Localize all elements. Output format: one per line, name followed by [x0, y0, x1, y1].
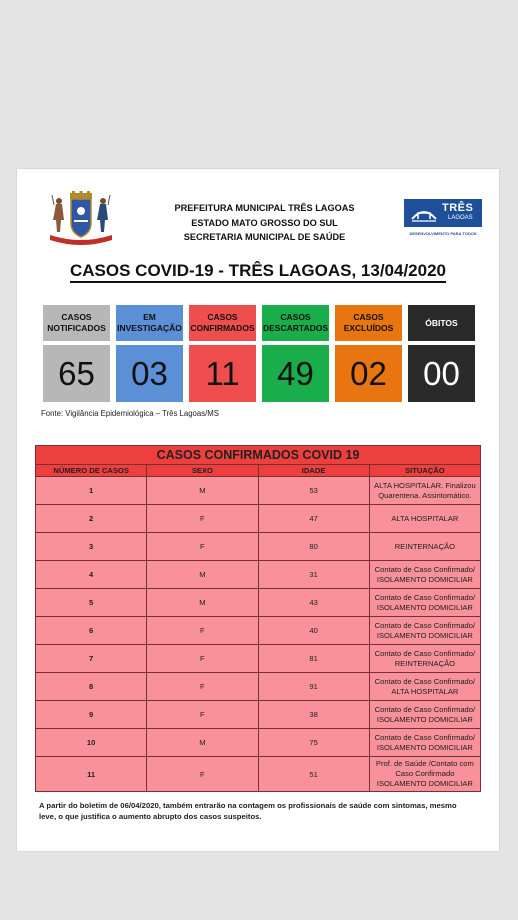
case-number-cell: 8 [36, 673, 147, 701]
situation-cell: Contato de Caso Confirmado/ ISOLAMENTO DOMICILIAR [369, 617, 480, 645]
org-line-3: SECRETARIA MUNICIPAL DE SAÚDE [183, 232, 346, 242]
age-cell: 47 [258, 505, 369, 533]
bulletin-title-text: CASOS COVID-19 - TRÊS LAGOAS, 13/04/2020 [70, 261, 446, 283]
table-row [36, 757, 481, 792]
stat-box [43, 305, 110, 402]
org-line-1: PREFEITURA MUNICIPAL TRÊS LAGOAS [174, 203, 355, 213]
age-cell: 80 [258, 533, 369, 561]
table-row [36, 589, 481, 617]
table-row [36, 729, 481, 757]
tres-lagoas-logo [404, 199, 484, 237]
situation-cell: Contato de Caso Confirmado/ ALTA HOSPITALAR [369, 673, 480, 701]
case-number-cell: 2 [36, 505, 147, 533]
sex-cell: M [147, 561, 258, 589]
organization-name [152, 201, 377, 245]
age-cell: 38 [258, 701, 369, 729]
stat-value: 00 [408, 345, 475, 402]
table-row [36, 673, 481, 701]
sex-cell: F [147, 701, 258, 729]
age-cell: 81 [258, 645, 369, 673]
case-number-cell: 1 [36, 477, 147, 505]
table-row [36, 477, 481, 505]
age-cell: 91 [258, 673, 369, 701]
situation-cell: ALTA HOSPITALAR [369, 505, 480, 533]
table-caption: CASOS CONFIRMADOS COVID 19 [36, 446, 481, 465]
bulletin-sheet [17, 169, 499, 851]
stat-value: 11 [189, 345, 256, 402]
logo-tagline: DESENVOLVIMENTO PARA TODOS [409, 231, 477, 236]
stat-label: CASOS EXCLUÍDOS [335, 305, 402, 341]
stat-label: ÓBITOS [408, 305, 475, 341]
stat-value: 65 [43, 345, 110, 402]
table-row [36, 533, 481, 561]
table-row [36, 561, 481, 589]
case-number-cell: 3 [36, 533, 147, 561]
sex-cell: M [147, 589, 258, 617]
situation-cell: Contato de Caso Confirmado/ ISOLAMENTO DOMICILIAR [369, 729, 480, 757]
case-number-cell: 6 [36, 617, 147, 645]
situation-cell: Contato de Caso Confirmado/ ISOLAMENTO DOMICILIAR [369, 561, 480, 589]
case-stats [43, 305, 473, 405]
logo-city-name-2: LAGOAS [448, 215, 473, 221]
logo-city-name: TRÊS [442, 202, 474, 214]
table-body [36, 477, 481, 792]
situation-cell: Contato de Caso Confirmado/ REINTERNAÇÃO [369, 645, 480, 673]
logo-emblem-icon [410, 203, 438, 223]
case-number-cell: 11 [36, 757, 147, 792]
source-note: Fonte: Vigilância Epidemiológica – Três Lagoas/MS [41, 409, 219, 418]
column-header: SEXO [147, 465, 258, 477]
age-cell: 40 [258, 617, 369, 645]
case-number-cell: 7 [36, 645, 147, 673]
sex-cell: F [147, 645, 258, 673]
age-cell: 43 [258, 589, 369, 617]
footnote-line: A partir do boletim de 06/04/2020, também entrarão na contagem os profissionais de saúde com sintomas, mesmo [39, 801, 457, 810]
sex-cell: F [147, 617, 258, 645]
stat-label: CASOS DESCARTADOS [262, 305, 329, 341]
stat-box [335, 305, 402, 402]
stat-label: CASOS CONFIRMADOS [189, 305, 256, 341]
stat-box [189, 305, 256, 402]
stat-value: 03 [116, 345, 183, 402]
stat-box [262, 305, 329, 402]
age-cell: 51 [258, 757, 369, 792]
case-number-cell: 10 [36, 729, 147, 757]
age-cell: 75 [258, 729, 369, 757]
table-row [36, 645, 481, 673]
footnote-line: leve, o que justifica o aumento abrupto dos casos suspeitos. [39, 811, 262, 821]
table-header-row [36, 465, 481, 477]
column-header: NÚMERO DE CASOS [36, 465, 147, 477]
sex-cell: M [147, 729, 258, 757]
age-cell: 53 [258, 477, 369, 505]
sex-cell: F [147, 673, 258, 701]
sex-cell: F [147, 533, 258, 561]
stat-box [408, 305, 475, 402]
municipal-coat-of-arms-icon [44, 191, 118, 245]
org-line-2: ESTADO MATO GROSSO DO SUL [191, 217, 338, 228]
case-number-cell: 5 [36, 589, 147, 617]
age-cell: 31 [258, 561, 369, 589]
situation-cell: Prof. de Saúde /Contato com Caso Confirmado ISOLAMENTO DOMICILIAR [369, 757, 480, 792]
situation-cell: ALTA HOSPITALAR. Finalizou Quarentena. Assintomático. [369, 477, 480, 505]
case-number-cell: 9 [36, 701, 147, 729]
situation-cell: Contato de Caso Confirmado/ ISOLAMENTO DOMICILIAR [369, 589, 480, 617]
table-row [36, 701, 481, 729]
situation-cell: Contato de Caso Confirmado/ ISOLAMENTO DOMICILIAR [369, 701, 480, 729]
case-number-cell: 4 [36, 561, 147, 589]
sex-cell: M [147, 477, 258, 505]
bulletin-header [17, 169, 499, 249]
situation-cell: REINTERNAÇÃO [369, 533, 480, 561]
column-header: IDADE [258, 465, 369, 477]
sex-cell: F [147, 505, 258, 533]
table-row [36, 617, 481, 645]
table-row [36, 505, 481, 533]
stat-box [116, 305, 183, 402]
column-header: SITUAÇÃO [369, 465, 480, 477]
stat-label: EM INVESTIGAÇÃO [116, 305, 183, 341]
stat-value: 02 [335, 345, 402, 402]
bulletin-title [17, 261, 499, 281]
sex-cell: F [147, 757, 258, 792]
stat-label: CASOS NOTIFICADOS [43, 305, 110, 341]
confirmed-cases-table [35, 445, 481, 792]
stat-value: 49 [262, 345, 329, 402]
footnote [39, 801, 479, 822]
